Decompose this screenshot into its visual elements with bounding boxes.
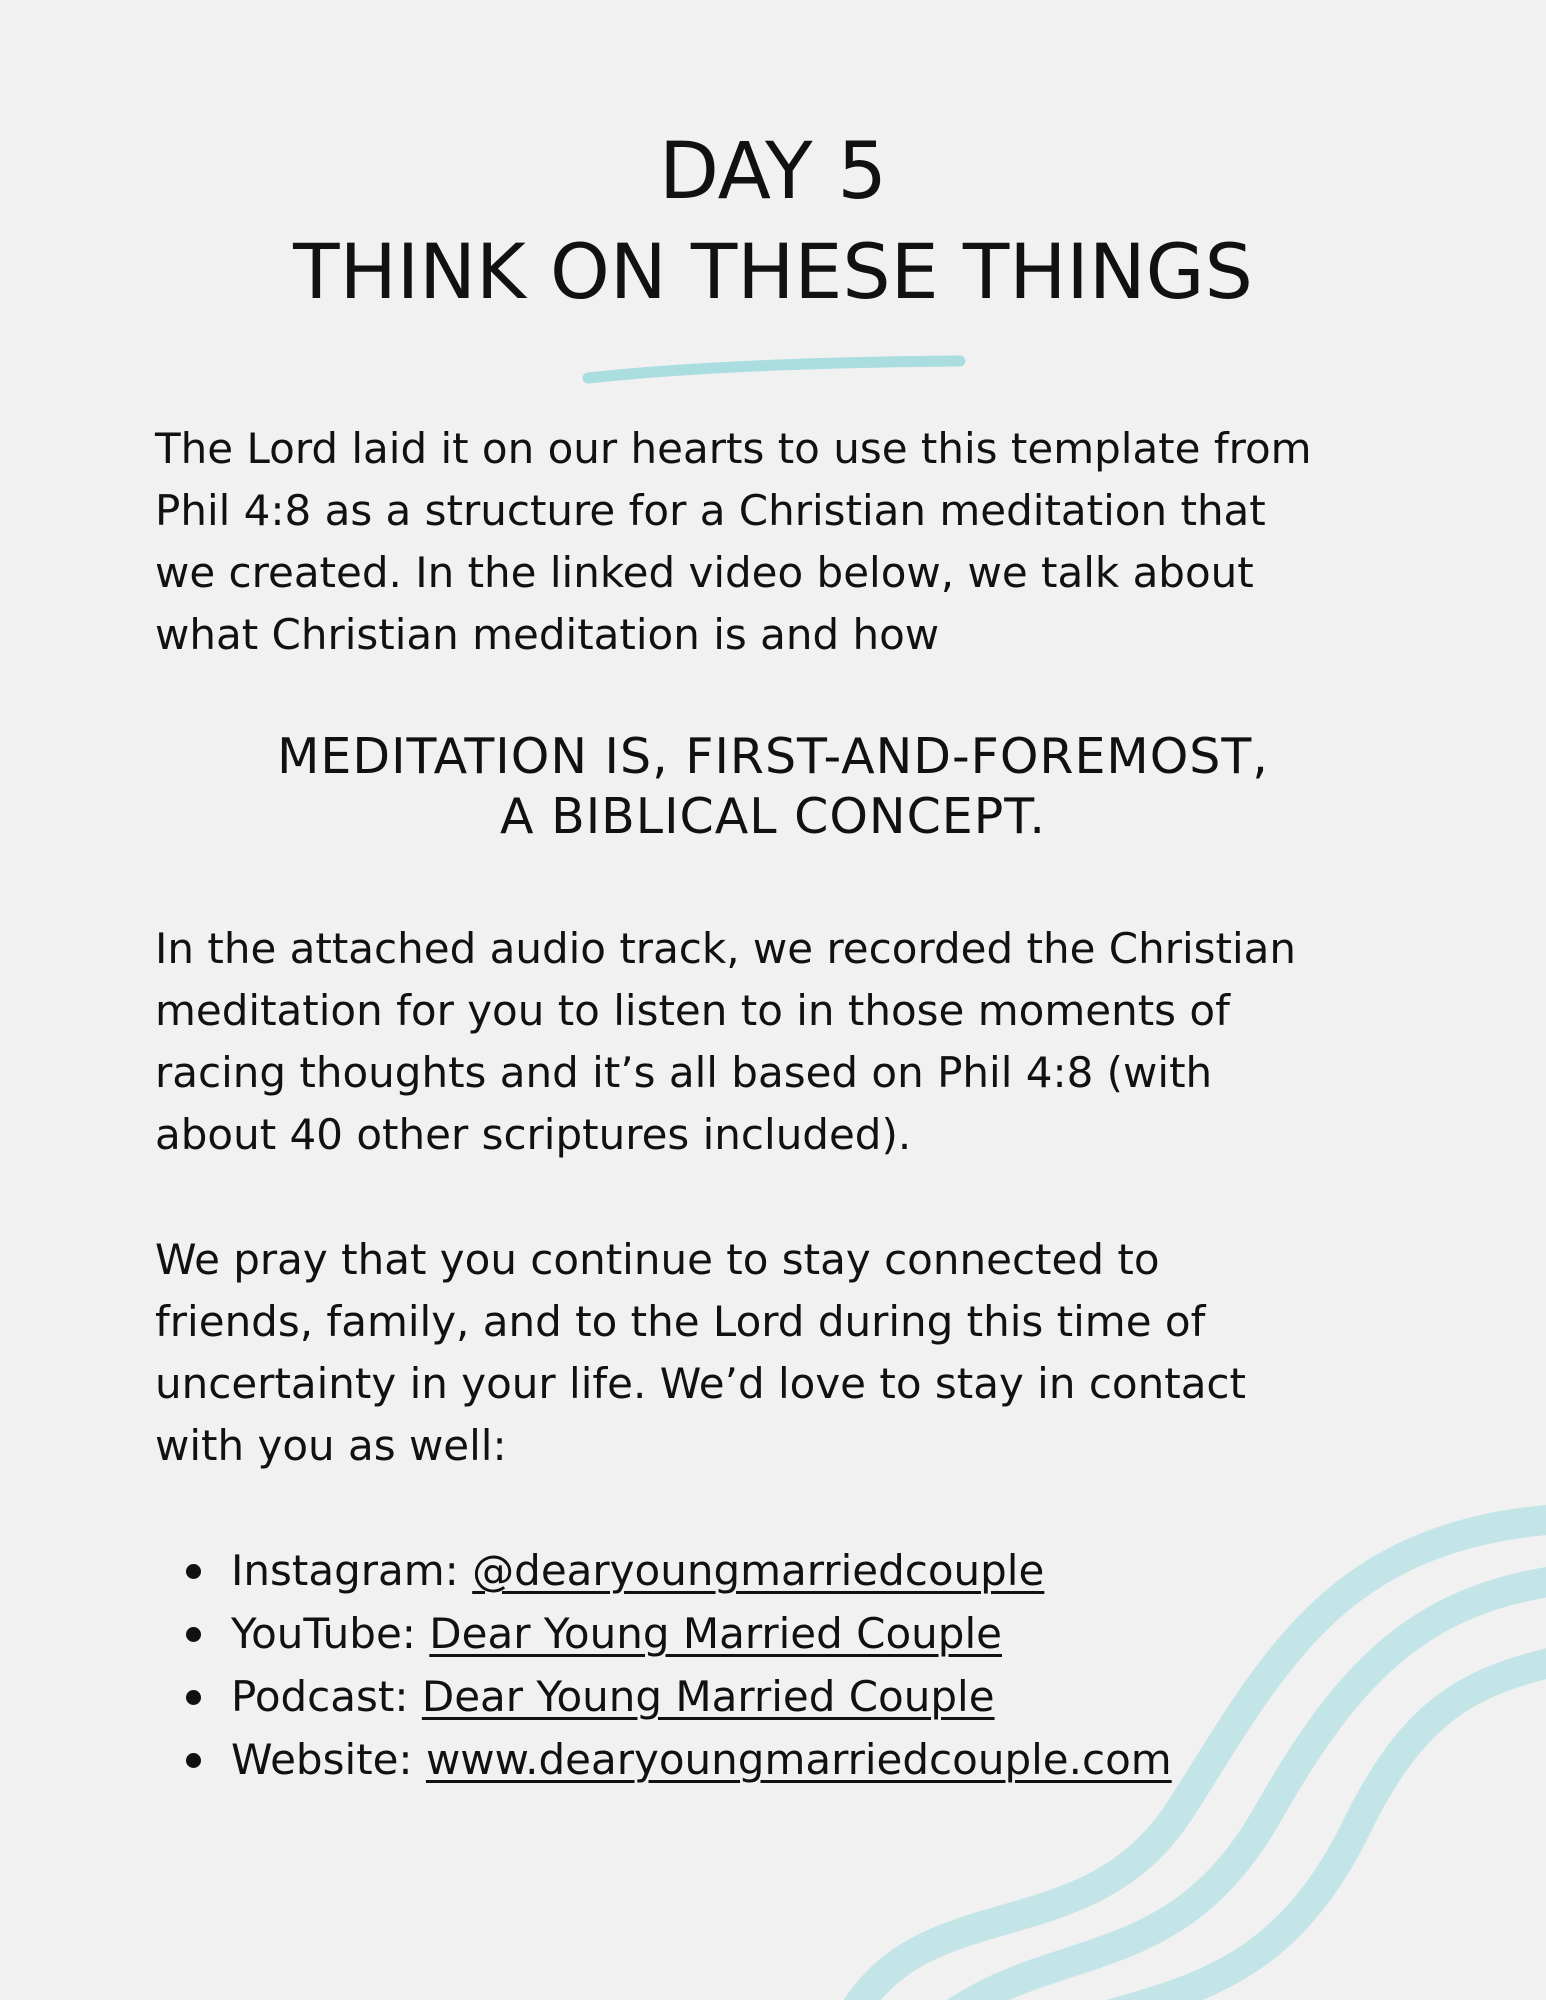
contact-label: Website: [231,1735,426,1784]
intro-line: we created. In the linked video below, we talk about [155,548,1254,597]
day-heading: DAY 5 [658,127,888,217]
instagram-link[interactable]: @dearyoungmarriedcouple [472,1546,1045,1595]
contact-item-youtube [155,1602,1395,1665]
youtube-link[interactable]: Dear Young Married Couple [429,1609,1002,1658]
contact-list [155,1539,1395,1791]
audio-paragraph [155,918,1395,1166]
audio-line: about 40 other scriptures included). [155,1110,912,1159]
contact-label: YouTube: [231,1609,430,1658]
audio-line: meditation for you to listen to in those moments of [155,986,1230,1035]
closing-line: with you as well: [155,1421,507,1470]
podcast-link[interactable]: Dear Young Married Couple [421,1672,995,1721]
contact-item-website [155,1728,1395,1791]
bullet-icon [186,1690,201,1705]
intro-line: Phil 4:8 as a structure for a Christian meditation that [155,486,1266,535]
contact-item-podcast [155,1665,1395,1728]
audio-line: In the attached audio track, we recorded the Christian [155,924,1297,973]
callout-line-2: A BIBLICAL CONCEPT. [500,788,1046,845]
contact-item-instagram [155,1539,1395,1602]
bullet-icon [186,1627,201,1642]
closing-line: friends, family, and to the Lord during this time of [155,1297,1206,1346]
intro-line: what Christian meditation is and how [155,610,940,659]
bullet-icon [186,1753,201,1768]
intro-paragraph [155,418,1395,666]
website-link[interactable]: www.dearyoungmarriedcouple.com [425,1735,1172,1784]
accent-divider [580,352,966,386]
closing-paragraph [155,1229,1395,1477]
intro-line: The Lord laid it on our hearts to use this template from [155,424,1312,473]
page-title: THINK ON THESE THINGS [293,227,1253,316]
audio-line: racing thoughts and it’s all based on Phil 4:8 (with [155,1048,1213,1097]
contact-label: Podcast: [231,1672,422,1721]
bullet-icon [186,1564,201,1579]
callout-line-1: MEDITATION IS, FIRST-AND-FOREMOST, [277,728,1269,785]
contact-label: Instagram: [231,1546,473,1595]
closing-line: uncertainty in your life. We’d love to stay in contact [155,1359,1246,1408]
closing-line: We pray that you continue to stay connected to [155,1235,1160,1284]
